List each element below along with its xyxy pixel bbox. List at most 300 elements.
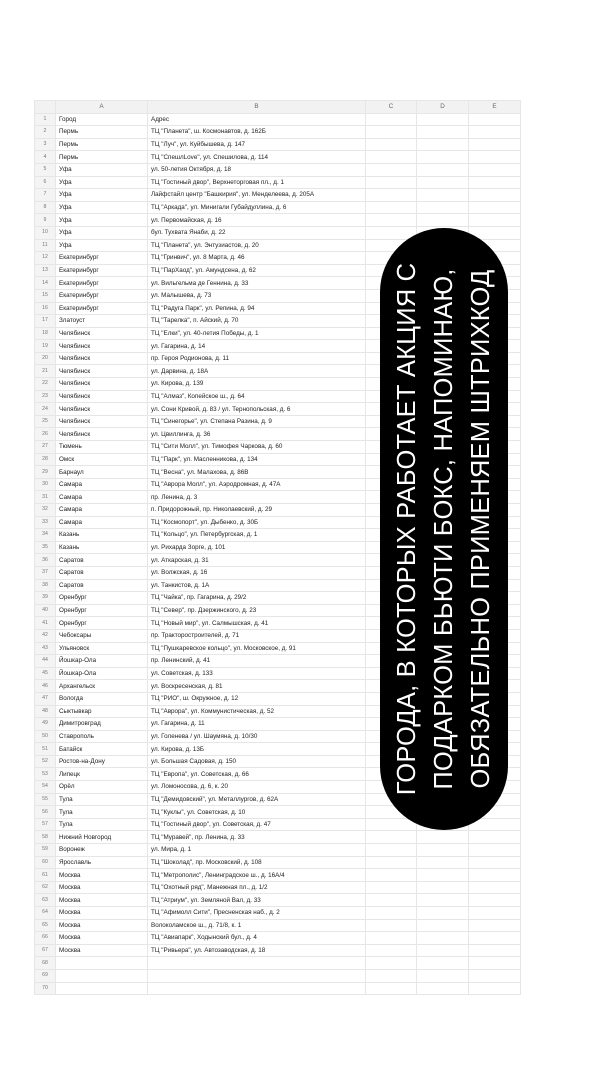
cell-empty-d[interactable] — [417, 944, 469, 957]
cell-address[interactable]: ул. Рихарда Зорге, д. 101 — [148, 541, 366, 554]
cell-city[interactable] — [56, 969, 148, 982]
cell-empty-c[interactable] — [366, 932, 417, 945]
cell-empty-c[interactable] — [366, 907, 417, 920]
row-number[interactable]: 12 — [35, 252, 56, 265]
cell-city[interactable]: Москва — [56, 881, 148, 894]
cell-empty-c[interactable] — [366, 189, 417, 202]
cell-empty-c[interactable] — [366, 126, 417, 139]
row-number[interactable]: 24 — [35, 403, 56, 416]
cell-city[interactable]: Самара — [56, 516, 148, 529]
cell-address[interactable]: ТЦ "Шоколад", пр. Московский, д. 108 — [148, 856, 366, 869]
cell-address[interactable]: ул. Мира, д. 1 — [148, 844, 366, 857]
cell-address[interactable]: ТЦ "Гостиный двор", Верхнеторговая пл., д. 1 — [148, 176, 366, 189]
row-number[interactable]: 61 — [35, 869, 56, 882]
row-number[interactable]: 29 — [35, 466, 56, 479]
row-number[interactable]: 5 — [35, 163, 56, 176]
cell-city[interactable]: Казань — [56, 541, 148, 554]
cell-city[interactable]: Челябинск — [56, 365, 148, 378]
cell-city[interactable]: Саратов — [56, 554, 148, 567]
cell-address[interactable]: ул. Гагарина, д. 11 — [148, 718, 366, 731]
cell-city[interactable]: Липецк — [56, 768, 148, 781]
cell-city[interactable]: Москва — [56, 907, 148, 920]
cell-address[interactable]: ТЦ "РИО", ш. Окружное, д. 12 — [148, 692, 366, 705]
cell-empty-d[interactable] — [417, 113, 469, 126]
cell-empty-e[interactable] — [469, 969, 521, 982]
cell-city[interactable]: Екатеринбург — [56, 302, 148, 315]
promo-banner-text — [384, 239, 504, 819]
row-number[interactable]: 68 — [35, 957, 56, 970]
cell-city[interactable]: Уфа — [56, 226, 148, 239]
cell-city[interactable]: Воронеж — [56, 844, 148, 857]
cell-city[interactable]: Уфа — [56, 189, 148, 202]
cell-city[interactable]: Челябинск — [56, 327, 148, 340]
cell-city[interactable]: Саратов — [56, 566, 148, 579]
cell-address[interactable]: ул. Волжская, д. 16 — [148, 566, 366, 579]
cell-empty-e[interactable] — [469, 176, 521, 189]
cell-city[interactable]: Уфа — [56, 214, 148, 227]
cell-empty-c[interactable] — [366, 919, 417, 932]
cell-address[interactable]: ТЦ "Синегорье", ул. Степана Разина, д. 9 — [148, 415, 366, 428]
cell-address[interactable]: бул. Тухвата Янаби, д. 22 — [148, 226, 366, 239]
row-number[interactable]: 41 — [35, 617, 56, 630]
cell-empty-c[interactable] — [366, 944, 417, 957]
row-number[interactable]: 27 — [35, 441, 56, 454]
table-row — [35, 982, 521, 995]
row-number[interactable]: 67 — [35, 944, 56, 957]
row-number[interactable]: 2 — [35, 126, 56, 139]
cell-city[interactable]: Челябинск — [56, 378, 148, 391]
cell-address[interactable]: пр. Героя Родионова, д. 11 — [148, 352, 366, 365]
row-number[interactable]: 58 — [35, 831, 56, 844]
cell-city[interactable]: Екатеринбург — [56, 277, 148, 290]
row-number[interactable]: 20 — [35, 352, 56, 365]
cell-empty-c[interactable] — [366, 881, 417, 894]
cell-empty-c[interactable] — [366, 138, 417, 151]
cell-address[interactable]: ул. Цвиллинга, д. 36 — [148, 428, 366, 441]
cell-address[interactable]: ТЦ "Метрополис", Ленинградское ш., д. 16А/4 — [148, 869, 366, 882]
cell-address[interactable]: ТЦ "Сити Молл", ул. Тимофея Чаркова, д. 60 — [148, 441, 366, 454]
cell-address[interactable]: ТЦ "Парк", ул. Масленникова, д. 134 — [148, 453, 366, 466]
cell-empty-d[interactable] — [417, 982, 469, 995]
cell-city[interactable]: Йошкар-Ола — [56, 667, 148, 680]
cell-city[interactable]: Златоуст — [56, 315, 148, 328]
row-number[interactable]: 64 — [35, 907, 56, 920]
cell-empty-d[interactable] — [417, 932, 469, 945]
select-all-corner[interactable] — [35, 101, 56, 114]
cell-address[interactable]: ТЦ "Тарелка", п. Айский, д. 70 — [148, 315, 366, 328]
cell-address[interactable]: ТЦ "Чайка", пр. Гагарина, д. 29/2 — [148, 592, 366, 605]
cell-address[interactable]: ТЦ "Атриум", ул. Земляной Вал, д. 33 — [148, 894, 366, 907]
cell-address[interactable] — [148, 969, 366, 982]
cell-city[interactable]: Казань — [56, 529, 148, 542]
row-number[interactable]: 45 — [35, 667, 56, 680]
cell-empty-c[interactable] — [366, 969, 417, 982]
cell-address[interactable]: ТЦ "Север", пр. Дзержинского, д. 23 — [148, 604, 366, 617]
cell-empty-c[interactable] — [366, 957, 417, 970]
cell-address[interactable]: ул. Кирова, д. 139 — [148, 378, 366, 391]
cell-city[interactable]: Самара — [56, 504, 148, 517]
cell-city[interactable]: Екатеринбург — [56, 289, 148, 302]
cell-city[interactable] — [56, 957, 148, 970]
cell-address[interactable]: ТЦ "Ривьера", ул. Автозаводская, д. 18 — [148, 944, 366, 957]
cell-empty-d[interactable] — [417, 844, 469, 857]
cell-city[interactable]: Тула — [56, 818, 148, 831]
column-header-b[interactable]: B — [148, 101, 366, 114]
column-header-a[interactable]: A — [56, 101, 148, 114]
cell-city[interactable]: Барнаул — [56, 466, 148, 479]
row-number[interactable]: 47 — [35, 692, 56, 705]
cell-address[interactable]: ТЦ "Аврора Молл", ул. Аэродромная, д. 47А — [148, 478, 366, 491]
cell-empty-e[interactable] — [469, 189, 521, 202]
cell-address[interactable]: ТЦ "Кольцо", ул. Петербургская, д. 1 — [148, 529, 366, 542]
cell-empty-e[interactable] — [469, 844, 521, 857]
row-number[interactable]: 55 — [35, 793, 56, 806]
cell-address[interactable]: ул. Гагарина, д. 14 — [148, 340, 366, 353]
cell-address[interactable]: ул. Танкистов, д. 1А — [148, 579, 366, 592]
cell-address[interactable]: ТЦ "Куклы", ул. Советская, д. 10 — [148, 806, 366, 819]
row-number[interactable]: 16 — [35, 302, 56, 315]
row-number[interactable]: 35 — [35, 541, 56, 554]
cell-address[interactable]: ул. Первомайская, д. 16 — [148, 214, 366, 227]
row-number[interactable]: 69 — [35, 969, 56, 982]
table-row — [35, 831, 521, 844]
row-number[interactable]: 38 — [35, 579, 56, 592]
cell-empty-d[interactable] — [417, 856, 469, 869]
cell-empty-d[interactable] — [417, 881, 469, 894]
row-number[interactable]: 66 — [35, 932, 56, 945]
row-number[interactable]: 15 — [35, 289, 56, 302]
cell-empty-c[interactable] — [366, 818, 417, 831]
cell-city[interactable]: Ярославль — [56, 856, 148, 869]
cell-address[interactable] — [148, 982, 366, 995]
cell-address[interactable]: ТЦ "Аркада", ул. Минигали Губайдуллина, д. 6 — [148, 201, 366, 214]
cell-city[interactable]: Архангельск — [56, 680, 148, 693]
cell-address[interactable]: п. Придорожный, пр. Николаевский, д. 29 — [148, 504, 366, 517]
row-number[interactable]: 46 — [35, 680, 56, 693]
cell-city[interactable]: Димитровград — [56, 718, 148, 731]
row-number[interactable]: 22 — [35, 378, 56, 391]
cell-empty-d[interactable] — [417, 189, 469, 202]
column-header-e[interactable]: E — [469, 101, 521, 114]
row-number[interactable]: 42 — [35, 629, 56, 642]
column-header-row — [35, 101, 521, 114]
cell-address[interactable]: ТЦ "Охотный ряд", Манежная пл., д. 1/2 — [148, 881, 366, 894]
row-number[interactable]: 62 — [35, 881, 56, 894]
cell-city[interactable]: Сыктывкар — [56, 705, 148, 718]
cell-empty-e[interactable] — [469, 881, 521, 894]
row-number[interactable]: 31 — [35, 491, 56, 504]
cell-city[interactable]: Екатеринбург — [56, 264, 148, 277]
table-row — [35, 932, 521, 945]
cell-address[interactable]: ул. Вильгельма де Геннина, д. 33 — [148, 277, 366, 290]
row-number[interactable]: 63 — [35, 894, 56, 907]
cell-city[interactable]: Челябинск — [56, 403, 148, 416]
cell-address[interactable]: ТЦ "Аврора", ул. Коммунистическая, д. 52 — [148, 705, 366, 718]
cell-city[interactable]: Уфа — [56, 163, 148, 176]
banner-line-1: ГОРОДА, В КОТОРЫХ РАБОТАЕТ АКЦИЯ С — [392, 262, 421, 796]
cell-city[interactable]: Город — [56, 113, 148, 126]
cell-city[interactable]: Йошкар-Ола — [56, 655, 148, 668]
cell-address[interactable]: ул. Дарвина, д. 18А — [148, 365, 366, 378]
table-row — [35, 113, 521, 126]
cell-empty-c[interactable] — [366, 831, 417, 844]
row-number[interactable]: 60 — [35, 856, 56, 869]
cell-city[interactable]: Москва — [56, 932, 148, 945]
row-number[interactable]: 44 — [35, 655, 56, 668]
row-number[interactable]: 36 — [35, 554, 56, 567]
cell-empty-e[interactable] — [469, 126, 521, 139]
cell-empty-e[interactable] — [469, 907, 521, 920]
cell-address[interactable]: ул. Воскресенская, д. 81 — [148, 680, 366, 693]
cell-address[interactable]: ул. Голенева / ул. Шаумяна, д. 10/30 — [148, 730, 366, 743]
cell-address[interactable]: ТЦ "СпешлLove", ул. Спешилова, д. 114 — [148, 151, 366, 164]
cell-address[interactable]: ТЦ "Планета", ул. Энтузиастов, д. 20 — [148, 239, 366, 252]
row-number[interactable]: 30 — [35, 478, 56, 491]
cell-empty-e[interactable] — [469, 982, 521, 995]
cell-empty-c[interactable] — [366, 113, 417, 126]
cell-city[interactable]: Орёл — [56, 781, 148, 794]
cell-address[interactable]: ТЦ "Алмаз", Копейское ш., д. 64 — [148, 390, 366, 403]
cell-address[interactable]: пр. Ленинский, д. 41 — [148, 655, 366, 668]
cell-address[interactable]: пр. Ленина, д. 3 — [148, 491, 366, 504]
cell-city[interactable]: Челябинск — [56, 428, 148, 441]
table-row — [35, 844, 521, 857]
cell-empty-d[interactable] — [417, 957, 469, 970]
cell-empty-d[interactable] — [417, 151, 469, 164]
table-row — [35, 869, 521, 882]
cell-address[interactable]: ТЦ "Гостиный двор", ул. Советская, д. 47 — [148, 818, 366, 831]
cell-empty-d[interactable] — [417, 214, 469, 227]
cell-city[interactable]: Пермь — [56, 126, 148, 139]
row-number[interactable]: 7 — [35, 189, 56, 202]
cell-city[interactable]: Нижний Новгород — [56, 831, 148, 844]
cell-address[interactable] — [148, 957, 366, 970]
cell-address[interactable]: ТЦ "Елки", ул. 40-летия Победы, д. 1 — [148, 327, 366, 340]
row-number[interactable]: 9 — [35, 214, 56, 227]
table-row — [35, 138, 521, 151]
cell-empty-e[interactable] — [469, 869, 521, 882]
cell-address[interactable]: пр. Тракторостроителей, д. 71 — [148, 629, 366, 642]
row-number[interactable]: 52 — [35, 755, 56, 768]
cell-empty-e[interactable] — [469, 856, 521, 869]
cell-city[interactable]: Москва — [56, 894, 148, 907]
cell-address[interactable]: ул. Ломоносова, д. 6, к. 20 — [148, 781, 366, 794]
cell-city[interactable]: Челябинск — [56, 390, 148, 403]
cell-empty-c[interactable] — [366, 894, 417, 907]
row-number[interactable]: 70 — [35, 982, 56, 995]
row-number[interactable]: 57 — [35, 818, 56, 831]
cell-city[interactable]: Москва — [56, 869, 148, 882]
cell-empty-d[interactable] — [417, 969, 469, 982]
cell-empty-e[interactable] — [469, 151, 521, 164]
cell-empty-c[interactable] — [366, 151, 417, 164]
cell-address[interactable]: ТЦ "Гринвич", ул. 8 Марта, д. 46 — [148, 252, 366, 265]
row-number[interactable]: 3 — [35, 138, 56, 151]
row-number[interactable]: 59 — [35, 844, 56, 857]
row-number[interactable]: 65 — [35, 919, 56, 932]
row-number[interactable]: 18 — [35, 327, 56, 340]
cell-empty-c[interactable] — [366, 869, 417, 882]
column-header-c[interactable]: C — [366, 101, 417, 114]
cell-city[interactable]: Самара — [56, 478, 148, 491]
row-number[interactable]: 11 — [35, 239, 56, 252]
cell-empty-c[interactable] — [366, 176, 417, 189]
cell-city[interactable]: Тула — [56, 793, 148, 806]
cell-address[interactable]: ТЦ "Весна", ул. Малахова, д. 86В — [148, 466, 366, 479]
cell-address[interactable]: ТЦ "Муравей", пр. Ленина, д. 33 — [148, 831, 366, 844]
cell-empty-c[interactable] — [366, 163, 417, 176]
table-row — [35, 957, 521, 970]
cell-city[interactable]: Ставрополь — [56, 730, 148, 743]
cell-city[interactable]: Оренбург — [56, 592, 148, 605]
row-number[interactable]: 28 — [35, 453, 56, 466]
cell-empty-d[interactable] — [417, 894, 469, 907]
cell-city[interactable]: Челябинск — [56, 352, 148, 365]
row-number[interactable]: 37 — [35, 566, 56, 579]
cell-empty-d[interactable] — [417, 831, 469, 844]
row-number[interactable]: 53 — [35, 768, 56, 781]
cell-city[interactable]: Уфа — [56, 176, 148, 189]
row-number[interactable]: 4 — [35, 151, 56, 164]
cell-empty-e[interactable] — [469, 201, 521, 214]
row-number[interactable]: 48 — [35, 705, 56, 718]
row-number[interactable]: 50 — [35, 730, 56, 743]
cell-city[interactable]: Уфа — [56, 239, 148, 252]
row-number[interactable]: 23 — [35, 390, 56, 403]
row-number[interactable]: 33 — [35, 516, 56, 529]
cell-city[interactable]: Екатеринбург — [56, 252, 148, 265]
cell-empty-e[interactable] — [469, 894, 521, 907]
cell-address[interactable]: Адрес — [148, 113, 366, 126]
row-number[interactable]: 32 — [35, 504, 56, 517]
cell-city[interactable]: Москва — [56, 919, 148, 932]
cell-address[interactable]: ул. Кирова, д. 13Б — [148, 743, 366, 756]
cell-empty-c[interactable] — [366, 856, 417, 869]
cell-empty-d[interactable] — [417, 126, 469, 139]
cell-city[interactable]: Челябинск — [56, 340, 148, 353]
cell-city[interactable] — [56, 982, 148, 995]
cell-address[interactable]: ТЦ "Планета", ш. Космонавтов, д. 162Б — [148, 126, 366, 139]
row-number[interactable]: 43 — [35, 642, 56, 655]
cell-empty-e[interactable] — [469, 944, 521, 957]
cell-city[interactable]: Тула — [56, 806, 148, 819]
cell-address[interactable]: ТЦ "Афимолл Сити", Пресненская наб., д. 2 — [148, 907, 366, 920]
row-number[interactable]: 51 — [35, 743, 56, 756]
cell-empty-e[interactable] — [469, 163, 521, 176]
cell-city[interactable]: Вологда — [56, 692, 148, 705]
cell-empty-d[interactable] — [417, 138, 469, 151]
cell-empty-c[interactable] — [366, 982, 417, 995]
cell-address[interactable]: Волоколамское ш., д. 71/8, к. 1 — [148, 919, 366, 932]
cell-city[interactable]: Пермь — [56, 138, 148, 151]
cell-address[interactable]: ТЦ "Пушкаревское кольцо", ул. Московское, д. 91 — [148, 642, 366, 655]
table-row — [35, 176, 521, 189]
cell-address[interactable]: ТЦ "Космопорт", ул. Дыбенко, д. 30Б — [148, 516, 366, 529]
row-number[interactable]: 49 — [35, 718, 56, 731]
cell-empty-d[interactable] — [417, 176, 469, 189]
row-number[interactable]: 10 — [35, 226, 56, 239]
row-number[interactable]: 34 — [35, 529, 56, 542]
cell-empty-e[interactable] — [469, 831, 521, 844]
cell-empty-d[interactable] — [417, 869, 469, 882]
row-number[interactable]: 21 — [35, 365, 56, 378]
cell-address[interactable]: ТЦ "Демидовский", ул. Металлургов, д. 62А — [148, 793, 366, 806]
row-number[interactable]: 40 — [35, 604, 56, 617]
cell-city[interactable]: Уфа — [56, 201, 148, 214]
column-header-d[interactable]: D — [417, 101, 469, 114]
row-number[interactable]: 1 — [35, 113, 56, 126]
row-number[interactable]: 8 — [35, 201, 56, 214]
cell-address[interactable]: ТЦ "Радуга Парк", ул. Репина, д. 94 — [148, 302, 366, 315]
cell-empty-d[interactable] — [417, 201, 469, 214]
cell-city[interactable]: Пермь — [56, 151, 148, 164]
cell-city[interactable]: Ростов-на-Дону — [56, 755, 148, 768]
cell-city[interactable]: Москва — [56, 944, 148, 957]
row-number[interactable]: 19 — [35, 340, 56, 353]
row-number[interactable]: 6 — [35, 176, 56, 189]
cell-address[interactable]: ул. Большая Садовая, д. 150 — [148, 755, 366, 768]
cell-empty-c[interactable] — [366, 201, 417, 214]
row-number[interactable]: 14 — [35, 277, 56, 290]
row-number[interactable]: 39 — [35, 592, 56, 605]
cell-address[interactable]: ТЦ "Новый мир", ул. Салмышская, д. 41 — [148, 617, 366, 630]
cell-city[interactable]: Батайск — [56, 743, 148, 756]
table-row — [35, 969, 521, 982]
cell-address[interactable]: ул. Аткарская, д. 31 — [148, 554, 366, 567]
cell-empty-e[interactable] — [469, 113, 521, 126]
cell-city[interactable]: Челябинск — [56, 415, 148, 428]
cell-empty-c[interactable] — [366, 844, 417, 857]
cell-empty-d[interactable] — [417, 919, 469, 932]
table-row — [35, 881, 521, 894]
cell-city[interactable]: Саратов — [56, 579, 148, 592]
row-number[interactable]: 56 — [35, 806, 56, 819]
cell-address[interactable]: ТЦ "ПарХаод", ул. Амундсена, д. 62 — [148, 264, 366, 277]
cell-address[interactable]: ТЦ "Луч", ул. Куйбышева, д. 147 — [148, 138, 366, 151]
table-row — [35, 163, 521, 176]
row-number[interactable]: 25 — [35, 415, 56, 428]
cell-city[interactable]: Оренбург — [56, 604, 148, 617]
cell-address[interactable]: Лайфстайл центр "Башкирия", ул. Менделеева, д. 205А — [148, 189, 366, 202]
banner-line-3: ОБЯЗАТЕЛЬНО ПРИМЕНЯЕМ ШТРИХКОД — [466, 269, 495, 789]
cell-empty-e[interactable] — [469, 919, 521, 932]
table-row — [35, 151, 521, 164]
row-number[interactable]: 13 — [35, 264, 56, 277]
cell-address[interactable]: ТЦ "Европа", ул. Советская, д. 66 — [148, 768, 366, 781]
cell-empty-e[interactable] — [469, 932, 521, 945]
cell-city[interactable]: Тюмень — [56, 441, 148, 454]
cell-empty-d[interactable] — [417, 907, 469, 920]
cell-city[interactable]: Чебоксары — [56, 629, 148, 642]
cell-empty-e[interactable] — [469, 138, 521, 151]
cell-city[interactable]: Ульяновск — [56, 642, 148, 655]
cell-city[interactable]: Омск — [56, 453, 148, 466]
cell-address[interactable]: ул. Советская, д. 133 — [148, 667, 366, 680]
cell-empty-c[interactable] — [366, 214, 417, 227]
cell-empty-d[interactable] — [417, 163, 469, 176]
row-number[interactable]: 54 — [35, 781, 56, 794]
cell-address[interactable]: ул. Малышева, д. 73 — [148, 289, 366, 302]
cell-address[interactable]: ул. Сони Кривой, д. 83 / ул. Тернопольская, д. 6 — [148, 403, 366, 416]
cell-city[interactable]: Самара — [56, 491, 148, 504]
row-number[interactable]: 26 — [35, 428, 56, 441]
cell-city[interactable]: Оренбург — [56, 617, 148, 630]
cell-empty-e[interactable] — [469, 214, 521, 227]
cell-empty-e[interactable] — [469, 957, 521, 970]
cell-address[interactable]: ТЦ "Авиапарк", Ходынский бул., д. 4 — [148, 932, 366, 945]
cell-address[interactable]: ул. 50-летия Октября, д. 18 — [148, 163, 366, 176]
row-number[interactable]: 17 — [35, 315, 56, 328]
